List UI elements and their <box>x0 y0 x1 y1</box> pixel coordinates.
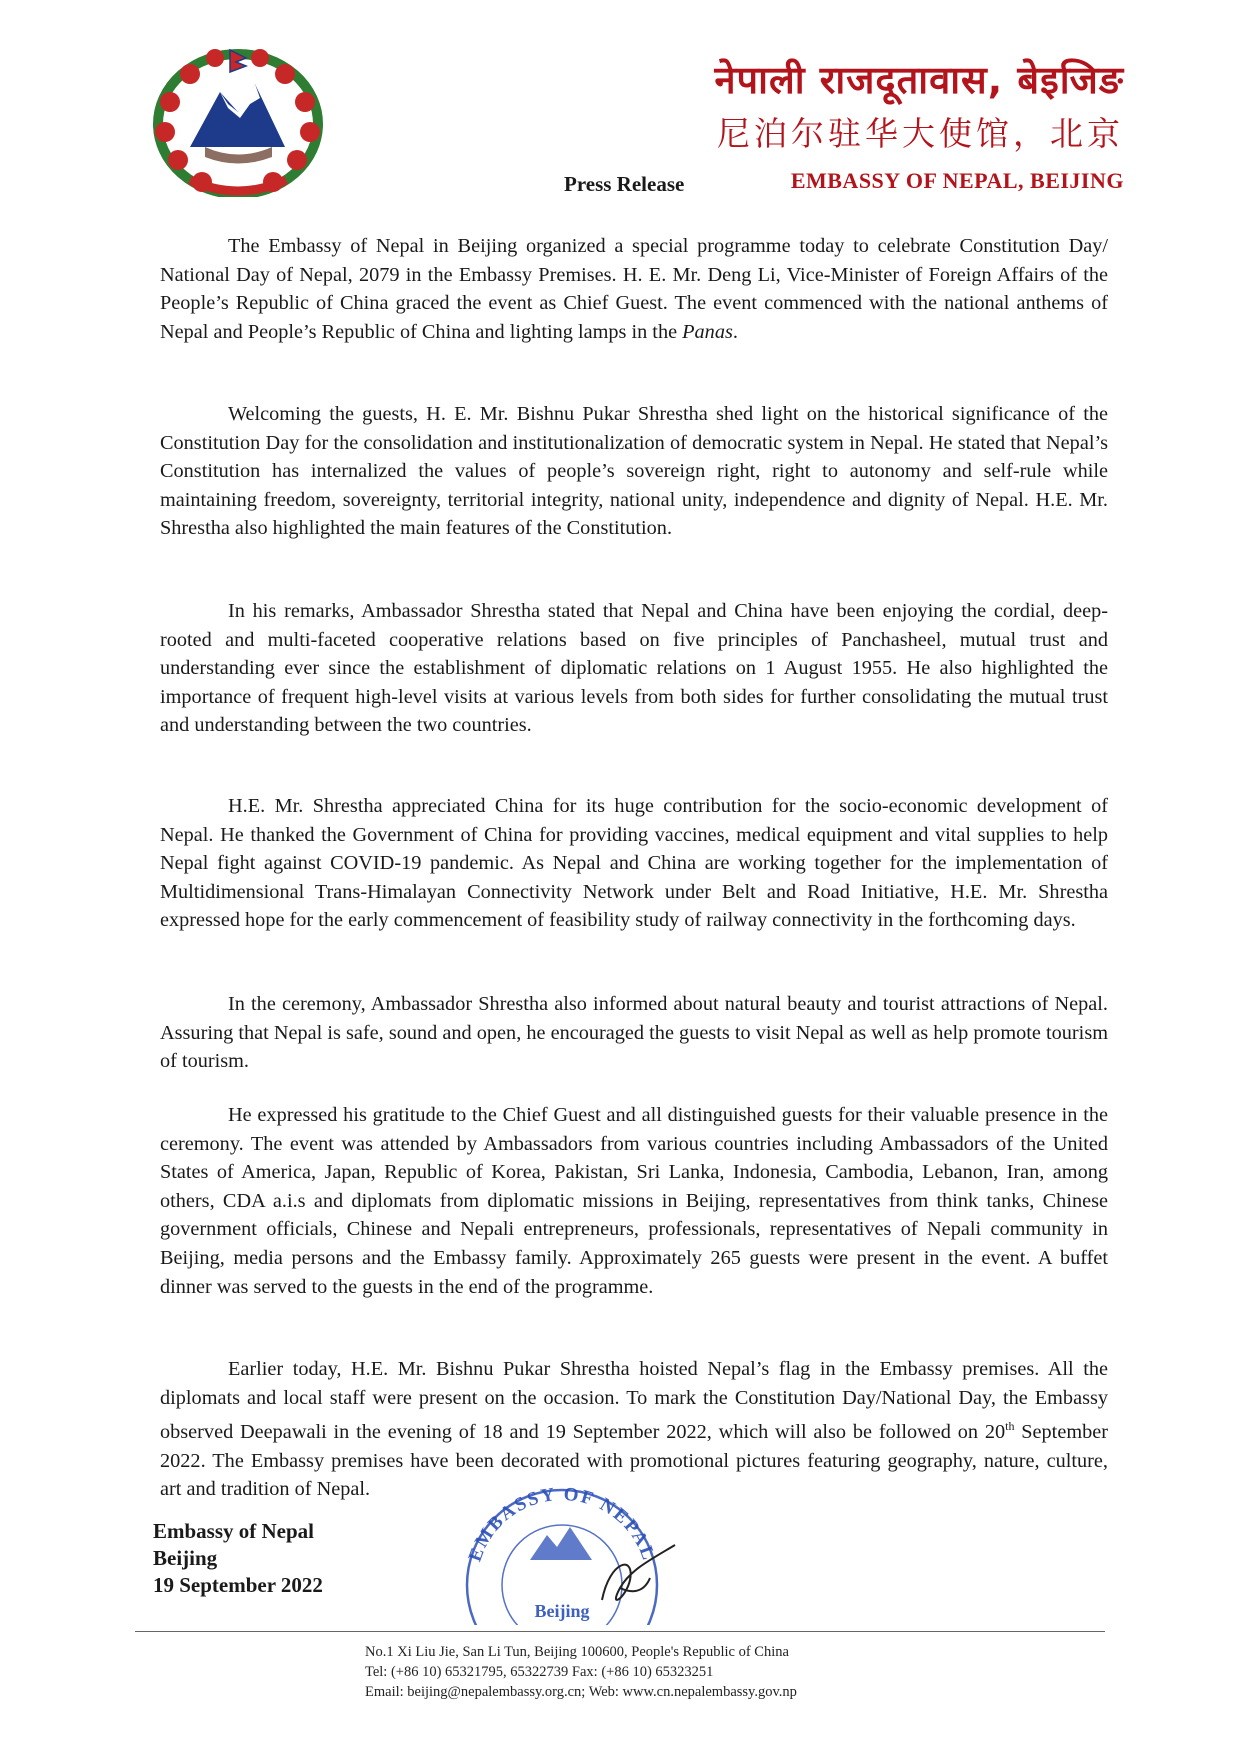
page-footer <box>0 1642 1242 1702</box>
press-release-heading: Press Release <box>564 172 685 196</box>
paragraph-7-superscript: th <box>1005 1419 1015 1434</box>
paragraph-3: In his remarks, Ambassador Shrestha stated that Nepal and China have been enjoying the cordial, deep-rooted and multi-faceted cooperative relations based on five principles of Panchasheel, mutual trust and understanding ever since the establishment of diplomatic relations on 1 August 1955. He also highlighted the importance of frequent high-level visits at various levels from both sides for further consolidating the mutual trust and understanding between the two countries. <box>160 600 1108 737</box>
paragraph-5: In the ceremony, Ambassador Shrestha also informed about natural beauty and tourist attractions of Nepal. Assuring that Nepal is safe, sound and open, he encouraged the guests to visit Nepal as well as help promote tourism of tourism. <box>160 993 1108 1073</box>
title-nepali: नेपाली राजदूतावास, बेइजिङ <box>714 58 1124 102</box>
paragraph-1-text: The Embassy of Nepal in Beijing organized a special programme today to celebrate Constitution Day/ National Day of Nepal, 2079 in the Embassy Premises. H. E. Mr. Deng Li, Vice-Minister of Foreign Affairs of the People’s Republic of China graced the event as Chief Guest. The event commenced with the national anthems of Nepal and People’s Republic of China and lighting lamps in the <box>160 235 1108 343</box>
stamp-text-top: EMBASSY OF NEPAL <box>464 1483 660 1565</box>
paragraph-7-end: September 2022. The Embassy premises have been decorated with promotional pictures featuring geography, nature, culture, art and tradition of Nepal. <box>160 1420 1108 1501</box>
title-chinese: 尼泊尔驻华大使馆，北京 <box>717 114 1124 153</box>
nepal-emblem-icon <box>150 42 325 197</box>
paragraph-4: H.E. Mr. Shrestha appreciated China for its huge contribution for the socio-economic development of Nepal. He thanked the Government of China for providing vaccines, medical equipment and vital supplies to help Nepal fight against COVID-19 pandemic. As Nepal and China are working together for the implementation of Multidimensional Trans-Himalayan Connectivity Network under Belt and Road Initiative, H.E. Mr. Shrestha expressed hope for the early commencement of feasibility study of railway connectivity in the forthcoming days. <box>160 795 1108 932</box>
signature-line-3: 19 September 2022 <box>153 1573 323 1597</box>
stamp-text-bottom: Beijing <box>534 1601 590 1621</box>
title-english: EMBASSY OF NEPAL, BEIJING <box>790 168 1124 193</box>
signature-line-2: Beijing <box>153 1546 218 1570</box>
footer-phone: Tel: (+86 10) 65321795, 65322739 Fax: (+86 10) 65323251 <box>365 1664 714 1680</box>
paragraph-1 <box>160 232 1108 346</box>
footer-contact: Email: beijing@nepalembassy.org.cn; Web: www.cn.nepalembassy.gov.np <box>365 1684 797 1700</box>
paragraph-2: Welcoming the guests, H. E. Mr. Bishnu Pukar Shrestha shed light on the historical significance of the Constitution Day for the consolidation and institutionalization of democratic system in Nepal. He stated that Nepal’s Constitution has internalized the values of people’s sovereign right, right to autonomy and self-rule while maintaining freedom, sovereignty, territorial integrity, national unity, independence and dignity of Nepal. H.E. Mr. Shrestha also highlighted the main features of the Constitution. <box>160 403 1108 540</box>
embassy-letterhead <box>714 52 1124 196</box>
signature-block <box>153 1518 323 1599</box>
paragraph-1-italic: Panas <box>682 320 733 343</box>
handwritten-signature-icon <box>590 1540 680 1620</box>
footer-divider <box>135 1631 1105 1632</box>
footer-address: No.1 Xi Liu Jie, San Li Tun, Beijing 100600, People's Republic of China <box>365 1644 789 1660</box>
paragraph-1-end: . <box>732 320 738 343</box>
paragraph-6: He expressed his gratitude to the Chief Guest and all distinguished guests for their valuable presence in the ceremony. The event was attended by Ambassadors from various countries including Ambassadors of the United States of America, Japan, Republic of Korea, Pakistan, Sri Lanka, Indonesia, Cambodia, Lebanon, Iran, among others, CDA a.i.s and diplomats from diplomatic missions in Beijing, representatives from think tanks, Chinese government officials, Chinese and Nepali entrepreneurs, professionals, representatives of Nepali community in Beijing, media persons and the Embassy family. Approximately 265 guests were present in the event. A buffet dinner was served to the guests in the end of the programme. <box>160 1104 1108 1298</box>
paragraph-7-text: Earlier today, H.E. Mr. Bishnu Pukar Shrestha hoisted Nepal’s flag in the Embassy premises. All the diplomats and local staff were present on the occasion. To mark the Constitution Day/National Day, the Embassy observed Deepawali in the evening of 18 and 19 September 2022, which will also be followed on 20 <box>160 1358 1108 1443</box>
signature-line-1: Embassy of Nepal <box>153 1519 315 1543</box>
